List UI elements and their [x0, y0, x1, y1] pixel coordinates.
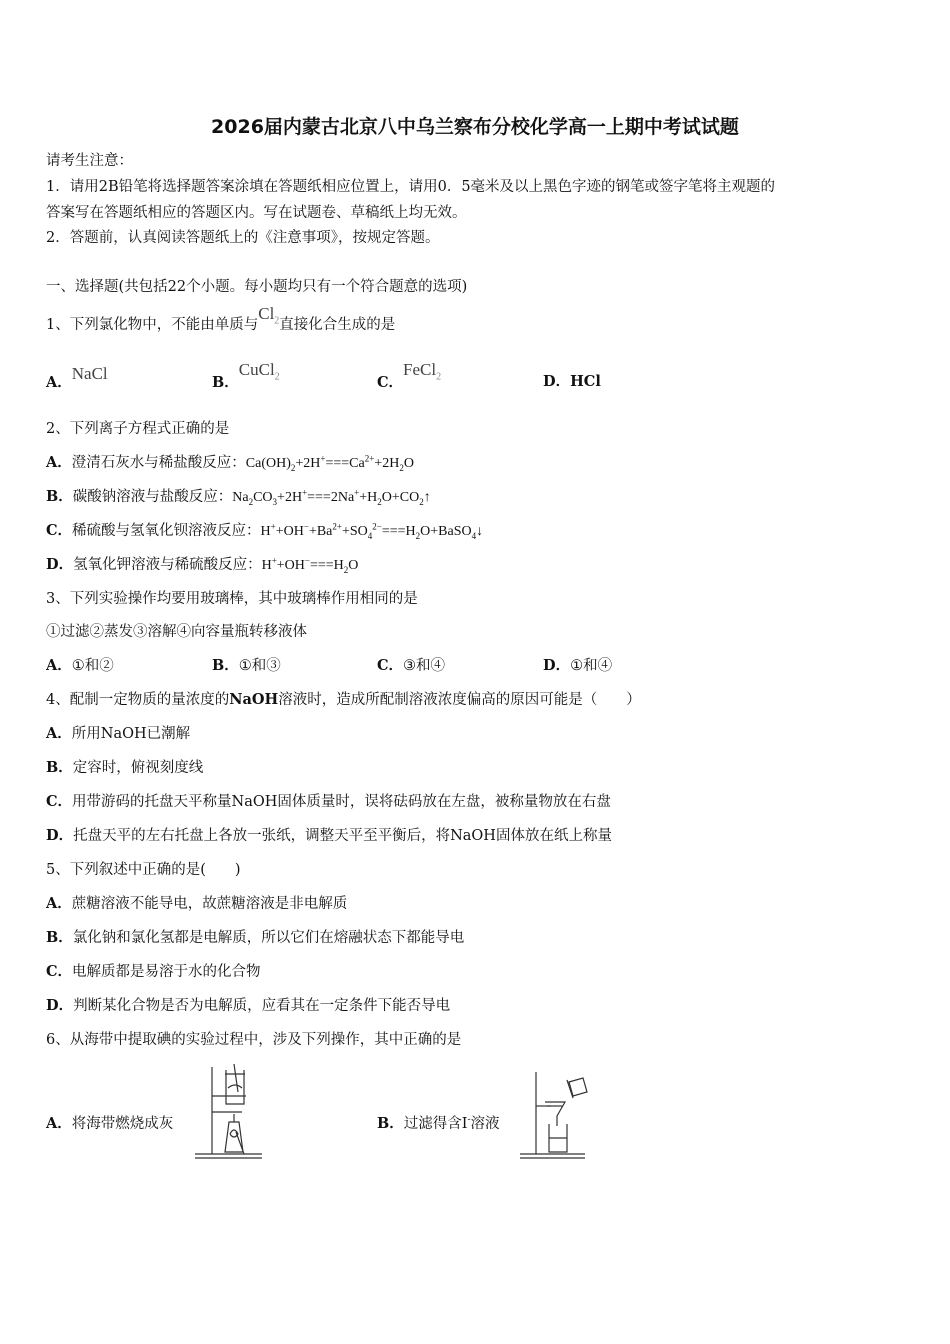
q6-b-text2: 溶液 [470, 1116, 500, 1132]
notice-heading: 请考生注意： [46, 153, 133, 169]
q6-option-b[interactable] [377, 1114, 500, 1134]
q3-d-label: D． [543, 657, 571, 674]
q1-c-formula-sub: 2 [436, 371, 442, 383]
q2-b-equation: $Na_2CO_3+2H^+===2Na^++H_2O+CO_2↑$ [232, 487, 431, 507]
notice-line-1b: 答案写在答题纸相应的答题区内。写在试题卷、草稿纸上均无效。 [46, 205, 467, 221]
q1-option-b[interactable] [212, 360, 280, 393]
q6-b-text: 过滤得含I [403, 1116, 468, 1132]
q1-a-formula: NaCl [71, 364, 108, 383]
q1-stem-formula [258, 304, 280, 327]
q4-a-label: A． [46, 725, 72, 742]
q5-option-a[interactable] [46, 894, 347, 914]
q4-option-a[interactable] [46, 724, 190, 744]
q5-d-label: D． [46, 997, 74, 1014]
q4-d-text: 托盘天平的左右托盘上各放一张纸，调整天平至平衡后，将NaOH固体放在纸上称量 [73, 828, 612, 844]
q5-option-d[interactable] [46, 996, 450, 1016]
q4-option-c[interactable] [46, 792, 611, 812]
q2-b-label: B． [46, 488, 73, 505]
q5-b-text: 氯化钠和氯化氢都是电解质，所以它们在熔融状态下都能导电 [72, 930, 465, 946]
q3-option-c[interactable] [377, 656, 445, 676]
q1-c-formula-text: FeCl [403, 360, 437, 379]
q2-option-a[interactable] [46, 453, 414, 474]
q5-d-text: 判断某化合物是否为电解质，应看其在一定条件下能否导电 [73, 998, 451, 1014]
q5-c-text: 电解质都是易溶于水的化合物 [72, 964, 261, 980]
q3-c-label: C． [377, 657, 404, 674]
q1-a-label: A． [46, 374, 72, 391]
q2-option-b[interactable] [46, 487, 431, 508]
q5-c-label: C． [46, 963, 73, 980]
q1-b-formula [238, 360, 280, 383]
q2-c-equation: $H^++OH^-+Ba^{2+}+SO_4^{2-}===H_2O+BaSO_4↓$ [260, 521, 484, 541]
q4-stem-text-a: 4、配制一定物质的量浓度的 [46, 692, 230, 708]
q4-option-d[interactable] [46, 826, 612, 846]
q3-b-text: ①和③ [238, 658, 281, 674]
q2-a-label: A． [46, 454, 72, 471]
q1-d-text: HCl [570, 373, 601, 390]
q3-b-label: B． [212, 657, 239, 674]
q5-stem: 5、下列叙述中正确的是( ) [46, 862, 241, 878]
q3-option-d[interactable] [543, 656, 612, 676]
q2-stem: 2、下列离子方程式正确的是 [46, 421, 230, 437]
q1-c-label: C． [377, 374, 404, 391]
page-title: 2026届内蒙古北京八中乌兰察布分校化学高一上期中考试试题 [211, 116, 739, 138]
q2-b-text: 碳酸钠溶液与盐酸反应： [72, 489, 233, 505]
filtration-apparatus-image [517, 1068, 589, 1162]
q3-option-a[interactable] [46, 656, 114, 676]
q6-b-sup: - [467, 1115, 471, 1126]
q4-d-label: D． [46, 827, 74, 844]
q2-option-d[interactable] [46, 555, 358, 576]
q2-d-text: 氢氧化钾溶液与稀硫酸反应： [73, 557, 262, 573]
q3-option-b[interactable] [212, 656, 281, 676]
q2-c-text: 稀硫酸与氢氧化钡溶液反应： [72, 523, 261, 539]
q3-items: ①过滤②蒸发③溶解④向容量瓶转移液体 [46, 624, 307, 640]
section-heading: 一、选择题(共包括22个小题。每小题均只有一个符合题意的选项) [46, 279, 468, 295]
q4-a-text: 所用NaOH已潮解 [71, 726, 191, 742]
q4-b-text: 定容时，俯视刻度线 [72, 760, 204, 776]
q4-c-label: C． [46, 793, 73, 810]
q6-a-label: A． [46, 1115, 72, 1132]
q1-b-formula-text: CuCl [238, 360, 275, 379]
notice-line-2: 2．答题前，认真阅读答题纸上的《注意事项》，按规定答题。 [46, 230, 440, 246]
q5-option-b[interactable] [46, 928, 464, 948]
q5-b-label: B． [46, 929, 73, 946]
q6-a-text: 将海带燃烧成灰 [71, 1116, 174, 1132]
q1-stem-formula-text: Cl [258, 304, 275, 323]
q4-b-label: B． [46, 759, 73, 776]
q3-c-text: ③和④ [403, 658, 446, 674]
q4-stem [46, 690, 641, 710]
q3-a-text: ①和② [71, 658, 114, 674]
q6-option-a[interactable] [46, 1114, 173, 1134]
q2-a-equation: $Ca(OH)_2+2H^+===Ca^{2+}+2H_2O$ [245, 453, 414, 473]
q2-c-label: C． [46, 522, 73, 539]
q6-stem: 6、从海带中提取碘的实验过程中，涉及下列操作，其中正确的是 [46, 1032, 462, 1048]
q4-c-text: 用带游码的托盘天平称量NaOH固体质量时，误将砝码放在左盘，被称量物放在右盘 [72, 794, 611, 810]
burning-apparatus-image [192, 1062, 266, 1160]
q1-c-formula [403, 360, 442, 383]
q1-option-c[interactable] [377, 360, 442, 393]
q1-stem-text-a: 1、下列氯化物中，不能由单质与 [46, 317, 259, 333]
q1-b-label: B． [212, 374, 239, 391]
q1-option-a[interactable] [46, 364, 108, 393]
q4-option-b[interactable] [46, 758, 203, 778]
q3-a-label: A． [46, 657, 72, 674]
q1-d-label: D． [543, 373, 571, 390]
q1-stem-text-b: 直接化合生成的是 [279, 317, 396, 333]
q5-option-c[interactable] [46, 962, 261, 982]
q1-stem [46, 304, 396, 335]
q2-option-c[interactable] [46, 521, 483, 542]
q6-b-label: B． [377, 1115, 404, 1132]
q4-stem-text-b: 溶液时，造成所配制溶液浓度偏高的原因可能是（ ） [278, 692, 641, 708]
q1-b-formula-sub: 2 [274, 371, 280, 383]
q3-d-text: ①和④ [570, 658, 613, 674]
q5-a-text: 蔗糖溶液不能导电，故蔗糖溶液是非电解质 [71, 896, 348, 912]
q2-d-equation: $H^++OH^-===H_2O$ [261, 555, 359, 575]
q2-d-label: D． [46, 556, 74, 573]
q1-stem-formula-sub: 2 [274, 315, 280, 327]
q3-stem: 3、下列实验操作均要用玻璃棒，其中玻璃棒作用相同的是 [46, 591, 418, 607]
q4-stem-naoh: NaOH [229, 691, 279, 708]
q1-option-d[interactable] [543, 372, 601, 392]
q5-a-label: A． [46, 895, 72, 912]
notice-line-1a: 1．请用2B铅笔将选择题答案涂填在答题纸相应位置上，请用0．5毫米及以上黑色字迹的钢笔或签字笔将主观题的 [46, 179, 776, 195]
q2-a-text: 澄清石灰水与稀盐酸反应： [71, 455, 246, 471]
